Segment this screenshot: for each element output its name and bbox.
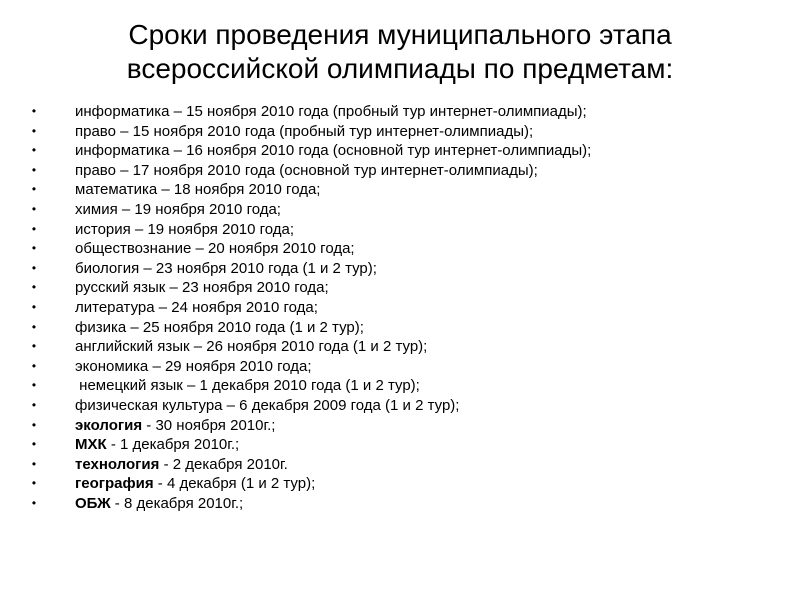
list-item <box>28 474 768 494</box>
olympiad-schedule-list <box>28 102 768 513</box>
list-item-text: право – 15 ноября 2010 года (пробный тур интернет-олимпиады); <box>75 122 534 140</box>
list-item <box>28 161 768 181</box>
subject-name: экология <box>75 416 143 434</box>
list-item <box>28 180 768 200</box>
bullet-icon: • <box>31 495 37 510</box>
list-item-text: физическая культура – 6 декабря 2009 года (1 и 2 тур); <box>75 396 460 414</box>
list-item-text: математика – 18 ноября 2010 года; <box>75 181 321 199</box>
list-item-text <box>75 474 315 494</box>
list-item-text: химия – 19 ноября 2010 года; <box>75 200 281 218</box>
subject-name: ОБЖ <box>75 494 111 512</box>
list-item <box>28 220 768 240</box>
list-item-text <box>75 494 243 514</box>
list-item-text: литература – 24 ноября 2010 года; <box>75 298 318 316</box>
bullet-icon: • <box>31 280 37 295</box>
list-item-text: биология – 23 ноября 2010 года (1 и 2 тур); <box>75 259 377 277</box>
list-item <box>28 376 768 396</box>
list-item <box>28 357 768 377</box>
list-item <box>28 239 768 259</box>
bullet-icon: • <box>31 221 37 236</box>
bullet-icon: • <box>31 162 37 177</box>
bullet-icon: • <box>31 260 37 275</box>
bullet-icon: • <box>31 104 37 118</box>
title-line-1: Сроки проведения муниципального этапа <box>128 19 672 50</box>
bullet-icon: • <box>31 143 37 158</box>
list-item <box>28 102 768 122</box>
list-item <box>28 435 768 455</box>
bullet-icon: • <box>31 397 37 412</box>
list-item <box>28 141 768 161</box>
bullet-icon: • <box>31 182 37 197</box>
list-item <box>28 278 768 298</box>
list-item-text: экономика – 29 ноября 2010 года; <box>75 357 312 375</box>
bullet-icon: • <box>31 123 37 138</box>
list-item-text: история – 19 ноября 2010 года; <box>75 220 295 238</box>
bullet-icon: • <box>31 299 37 314</box>
subject-name: технология <box>75 455 160 473</box>
list-item <box>28 122 768 142</box>
list-item <box>28 298 768 318</box>
bullet-icon: • <box>31 339 37 354</box>
subject-date: - 2 декабря 2010г. <box>159 455 288 473</box>
list-item <box>28 494 768 514</box>
list-item <box>28 396 768 416</box>
subject-date: - 1 декабря 2010г.; <box>106 436 240 454</box>
slide-title <box>40 18 760 86</box>
list-item-text: немецкий язык – 1 декабря 2010 года (1 и 2 тур); <box>75 377 420 395</box>
list-item <box>28 416 768 436</box>
list-item <box>28 318 768 338</box>
bullet-icon: • <box>31 201 37 216</box>
list-item-text: физика – 25 ноября 2010 года (1 и 2 тур); <box>75 318 364 336</box>
list-item <box>28 337 768 357</box>
bullet-icon: • <box>31 319 37 334</box>
list-item-text: право – 17 ноября 2010 года (основной тур интернет-олимпиады); <box>75 161 538 179</box>
list-item <box>28 259 768 279</box>
list-item-text <box>75 435 239 455</box>
list-item-text: информатика – 16 ноября 2010 года (основной тур интернет-олимпиады); <box>75 142 592 160</box>
subject-date: - 8 декабря 2010г.; <box>110 494 244 512</box>
list-item-text <box>75 455 288 475</box>
list-item <box>28 455 768 475</box>
bullet-icon: • <box>31 437 37 452</box>
subject-date: - 4 декабря (1 и 2 тур); <box>153 475 316 493</box>
bullet-icon: • <box>31 378 37 393</box>
subject-name: МХК <box>75 436 107 454</box>
list-item-text: информатика – 15 ноября 2010 года (пробный тур интернет-олимпиады); <box>75 103 587 120</box>
bullet-icon: • <box>31 417 37 432</box>
list-item-text: английский язык – 26 ноября 2010 года (1 и 2 тур); <box>75 338 428 356</box>
bullet-icon: • <box>31 241 37 256</box>
title-line-2: всероссийской олимпиады по предметам: <box>126 53 674 84</box>
subject-date: - 30 ноября 2010г.; <box>142 416 276 434</box>
bullet-icon: • <box>31 358 37 373</box>
bullet-icon: • <box>31 476 37 491</box>
list-item-text <box>75 416 275 436</box>
list-item-text: русский язык – 23 ноября 2010 года; <box>75 279 329 297</box>
subject-name: география <box>75 475 154 493</box>
bullet-icon: • <box>31 456 37 471</box>
list-item <box>28 200 768 220</box>
list-item-text: обществознание – 20 ноября 2010 года; <box>75 240 355 258</box>
